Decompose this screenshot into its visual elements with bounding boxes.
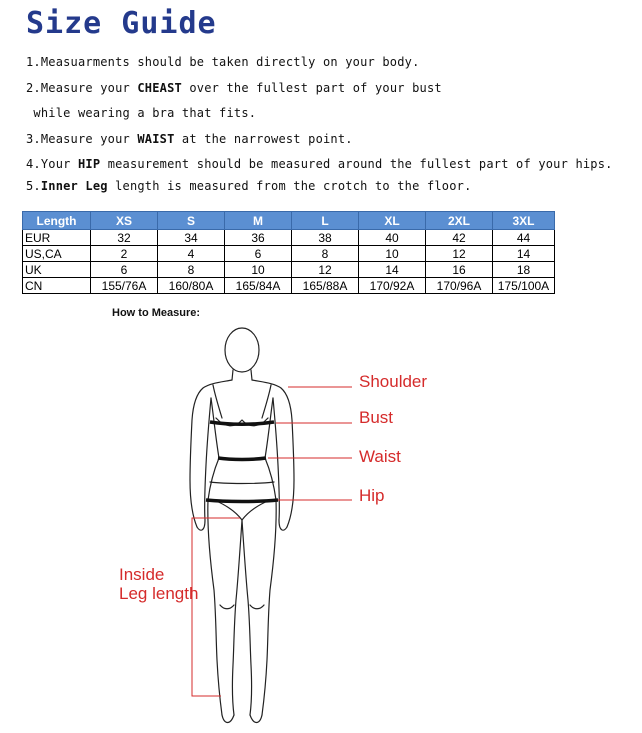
leg-length-label: Leg length xyxy=(119,584,199,603)
table-cell: 8 xyxy=(158,262,225,278)
table-cell: 170/96A xyxy=(426,278,493,294)
left-leg-inner xyxy=(232,520,242,715)
table-cell: 38 xyxy=(292,230,359,246)
table-cell: 4 xyxy=(158,246,225,262)
row-label: EUR xyxy=(23,230,91,246)
table-cell: 8 xyxy=(292,246,359,262)
hip-band xyxy=(206,500,278,502)
table-cell: 12 xyxy=(426,246,493,262)
row-label: US,CA xyxy=(23,246,91,262)
table-cell: 40 xyxy=(359,230,426,246)
header-cell: Length xyxy=(23,212,91,230)
row-label: UK xyxy=(23,262,91,278)
header-cell: XL xyxy=(359,212,426,230)
table-cell: 18 xyxy=(493,262,555,278)
header-cell: S xyxy=(158,212,225,230)
instruction-4-bold: HIP xyxy=(77,157,101,171)
instruction-4-post: measurement should be measured around the fullest part of your hips. xyxy=(100,157,613,171)
header-cell: M xyxy=(225,212,292,230)
knee-marks xyxy=(220,605,264,609)
instruction-3-post: at the narrowest point. xyxy=(174,132,353,146)
table-cell: 10 xyxy=(359,246,426,262)
table-cell: 12 xyxy=(292,262,359,278)
table-cell: 10 xyxy=(225,262,292,278)
row-label: CN xyxy=(23,278,91,294)
table-cell: 14 xyxy=(359,262,426,278)
left-leg-outer xyxy=(208,500,222,715)
instruction-2-bold: CHEAST xyxy=(137,81,182,95)
measurement-bands xyxy=(206,422,278,502)
right-leg-inner xyxy=(242,520,252,715)
header-cell: L xyxy=(292,212,359,230)
instruction-1: 1.Measuarments should be taken directly on your body. xyxy=(26,55,420,69)
page-title: Size Guide xyxy=(26,6,217,41)
left-hand xyxy=(197,520,205,530)
waist-label: Waist xyxy=(359,447,401,466)
instruction-4-pre: 4.Your xyxy=(26,157,78,171)
body-outline xyxy=(190,328,294,723)
table-cell: 175/100A xyxy=(493,278,555,294)
instruction-5-pre: 5. xyxy=(26,179,41,193)
table-cell: 16 xyxy=(426,262,493,278)
right-leg-outer xyxy=(262,500,276,715)
table-cell: 6 xyxy=(225,246,292,262)
table-cell: 14 xyxy=(493,246,555,262)
instruction-5-post: length is measured from the crotch to the floor. xyxy=(107,179,472,193)
how-to-measure-heading: How to Measure: xyxy=(112,307,201,319)
waist-band xyxy=(218,458,266,460)
header-cell: 2XL xyxy=(426,212,493,230)
feet-outline xyxy=(222,715,262,723)
inside-label: Inside xyxy=(119,565,165,584)
bra-straps xyxy=(213,385,271,418)
instruction-3-pre: 3.Measure your xyxy=(26,132,138,146)
table-cell: 2 xyxy=(91,246,158,262)
table-cell: 34 xyxy=(158,230,225,246)
table-cell: 6 xyxy=(91,262,158,278)
table-cell: 160/80A xyxy=(158,278,225,294)
instruction-3-bold: WAIST xyxy=(137,132,175,146)
instruction-2-pre: 2.Measure your xyxy=(26,81,138,95)
table-cell: 42 xyxy=(426,230,493,246)
instruction-5-bold: Inner Leg xyxy=(40,179,108,193)
table-cell: 165/84A xyxy=(225,278,292,294)
bust-label: Bust xyxy=(359,408,394,427)
table-cell: 36 xyxy=(225,230,292,246)
shoulder-label: Shoulder xyxy=(359,372,428,391)
bust-band xyxy=(210,422,274,424)
header-cell: XS xyxy=(91,212,158,230)
hip-label: Hip xyxy=(359,486,385,505)
instruction-2-continued: while wearing a bra that fits. xyxy=(26,106,257,120)
table-cell: 155/76A xyxy=(91,278,158,294)
header-cell: 3XL xyxy=(493,212,555,230)
right-hand xyxy=(279,520,287,530)
head-outline xyxy=(225,328,259,372)
table-cell: 32 xyxy=(91,230,158,246)
table-cell: 44 xyxy=(493,230,555,246)
table-cell: 170/92A xyxy=(359,278,426,294)
instruction-2-post: over the fullest part of your bust xyxy=(181,81,442,95)
table-cell: 165/88A xyxy=(292,278,359,294)
